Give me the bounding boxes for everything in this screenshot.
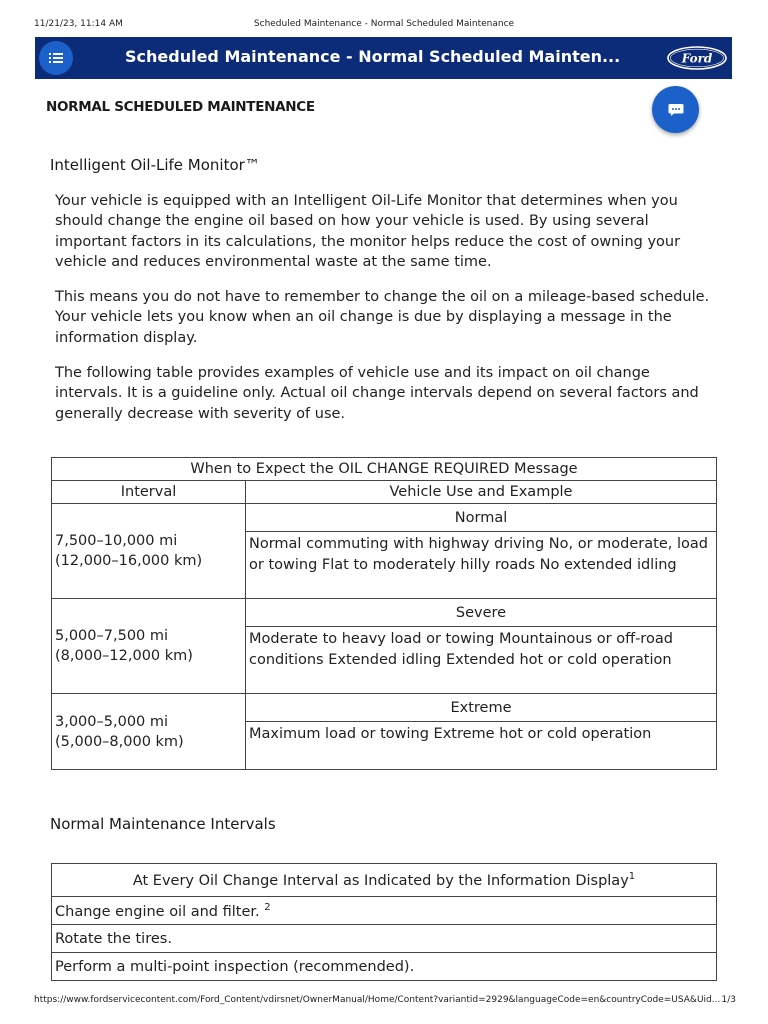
topbar-title: Scheduled Maintenance - Normal Scheduled Mainten... xyxy=(125,47,621,66)
top-navigation-bar xyxy=(35,37,732,79)
task-cell xyxy=(52,897,717,925)
menu-button[interactable] xyxy=(39,41,73,75)
table-title: When to Expect the OIL CHANGE REQUIRED Message xyxy=(52,458,717,481)
task-text: Change engine oil and filter. xyxy=(55,903,260,920)
interval-miles: 7,500–10,000 mi xyxy=(55,533,178,549)
print-header xyxy=(0,0,768,30)
interval-miles: 5,000–7,500 mi xyxy=(55,628,169,644)
category-cell: Extreme xyxy=(246,694,717,722)
interval-miles: 3,000–5,000 mi xyxy=(55,713,169,730)
print-url: https://www.fordservicecontent.com/Ford_Content/vdirsnet/OwnerManual/Home/Content?variantid=2929&languageCode=en&countryCode=USA&Uid... xyxy=(34,995,721,1005)
column-header-vehicle-use: Vehicle Use and Example xyxy=(246,481,717,504)
paragraph: Your vehicle is equipped with an Intelligent Oil-Life Monitor that determines when you should change the engine oil based on how your vehicle is used. By using several important factors in its calculations, the monitor helps reduce the cost of owning your vehicle and reduces environmental waste at the same time. xyxy=(55,193,681,270)
description-cell: Moderate to heavy load or towing Mountainous or off-road conditions Extended idling Extended hot or cold operation xyxy=(246,627,717,694)
interval-km: (12,000–16,000 km) xyxy=(55,553,203,569)
interval-cell xyxy=(52,694,246,770)
chat-button[interactable] xyxy=(652,86,699,133)
paragraph: This means you do not have to remember to change the oil on a mileage-based schedule. Your vehicle lets you know when an oil change is due by displaying a message in the information display. xyxy=(55,289,710,346)
page-title: NORMAL SCHEDULED MAINTENANCE xyxy=(46,99,315,115)
column-header-interval: Interval xyxy=(52,481,246,504)
table-title-text: At Every Oil Change Interval as Indicated by the Information Display xyxy=(132,872,629,889)
ford-logo-text: Ford xyxy=(681,51,713,66)
table-row xyxy=(52,599,717,627)
task-cell xyxy=(52,925,717,953)
description-cell: Maximum load or towing Extreme hot or cold operation xyxy=(246,722,717,770)
task-text: Rotate the tires. xyxy=(55,930,172,947)
category-cell: Normal xyxy=(246,504,717,532)
oil-change-table xyxy=(51,457,717,770)
table-title xyxy=(52,864,717,897)
page-number: 1/3 xyxy=(721,995,736,1005)
task-cell xyxy=(52,953,717,981)
oil-change-interval-table xyxy=(51,863,717,981)
table-row xyxy=(52,925,717,953)
print-datetime: 11/21/23, 11:14 AM xyxy=(34,19,123,29)
footnote-marker: 1 xyxy=(628,871,636,883)
category-cell: Severe xyxy=(246,599,717,627)
task-text: Perform a multi-point inspection (recommended). xyxy=(55,958,415,975)
table-row xyxy=(52,504,717,532)
list-icon xyxy=(49,52,63,64)
footnote-marker: 2 xyxy=(264,901,271,913)
description-cell: Normal commuting with highway driving No, or moderate, load or towing Flat to moderately hilly roads No extended idling xyxy=(246,532,717,599)
paragraph: The following table provides examples of vehicle use and its impact on oil change intervals. It is a guideline only. Actual oil change intervals depend on several factors and generally decrease with severity of use. xyxy=(55,365,699,422)
interval-cell xyxy=(52,504,246,599)
table-row xyxy=(52,897,717,925)
table-row xyxy=(52,694,717,722)
section-heading-maintenance-intervals: Normal Maintenance Intervals xyxy=(50,815,276,833)
chat-bubble-icon xyxy=(668,103,684,117)
interval-cell xyxy=(52,599,246,694)
ford-logo xyxy=(667,46,727,70)
interval-km: (8,000–12,000 km) xyxy=(55,648,193,664)
interval-km: (5,000–8,000 km) xyxy=(55,733,184,750)
table-row xyxy=(52,953,717,981)
print-document-title: Scheduled Maintenance - Normal Scheduled Maintenance xyxy=(253,19,515,29)
section-heading-oil-life-monitor: Intelligent Oil-Life Monitor™ xyxy=(50,156,260,174)
